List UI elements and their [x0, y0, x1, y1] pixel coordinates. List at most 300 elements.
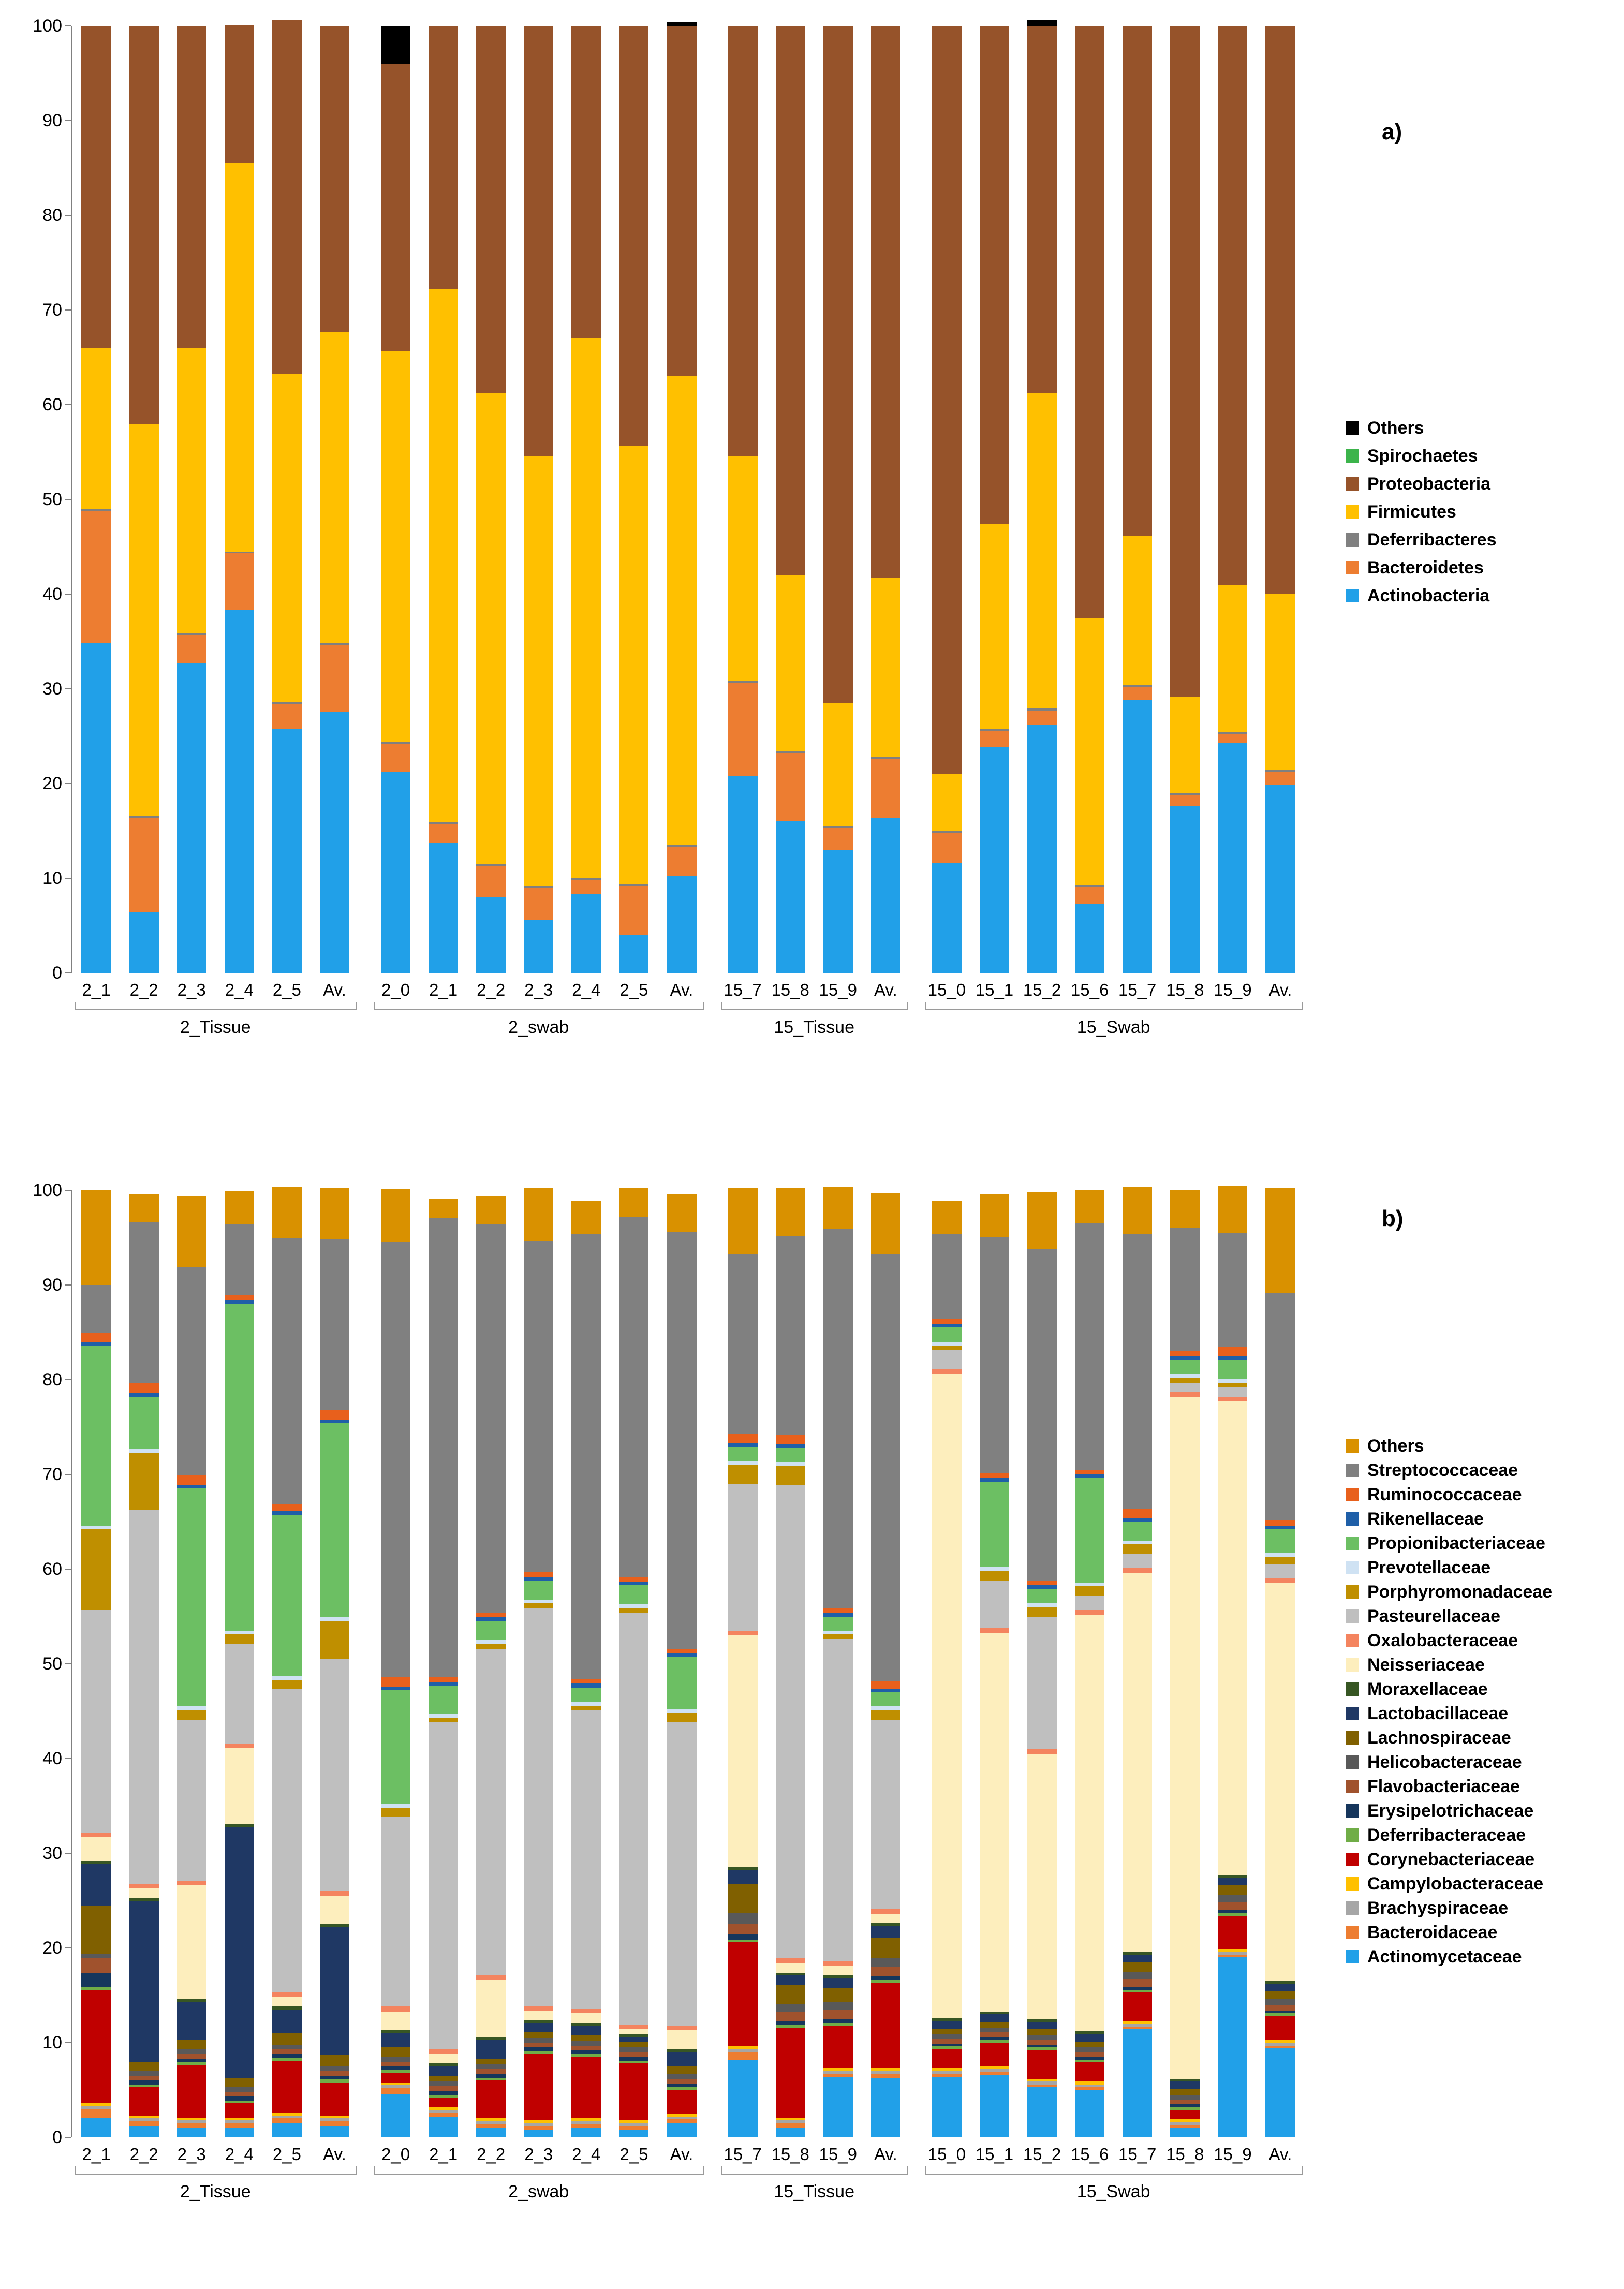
bar-segment: [871, 1681, 900, 1689]
bar-segment: [381, 2088, 410, 2094]
bar-segment: [871, 818, 900, 973]
bar-segment: [571, 1683, 601, 1687]
bar-segment: [823, 2023, 853, 2026]
bar-segment: [932, 2049, 962, 2069]
bar-segment: [177, 1710, 206, 1720]
bar-segment: [81, 1906, 111, 1954]
legend-swatch-icon: [1346, 1658, 1359, 1672]
stacked-bar: [1027, 26, 1057, 973]
bar-segment: [1027, 2019, 1057, 2021]
stacked-bar: [619, 1190, 648, 2137]
bar-segment: [476, 1640, 506, 1644]
legend-swatch-icon: [1346, 533, 1359, 547]
legend-label: Deferribacteraceae: [1367, 1825, 1526, 1845]
bar-segment: [320, 1423, 349, 1617]
bar-segment: [932, 1319, 962, 1324]
bar-segment: [776, 1958, 805, 1963]
group-label: 15_Swab: [1076, 1017, 1150, 1037]
y-tick-label: 50: [42, 1654, 62, 1674]
bar-segment: [81, 1346, 111, 1526]
bar-segment: [619, 2029, 648, 2034]
bar-segment: [571, 2121, 601, 2124]
bar-segment: [429, 2066, 458, 2076]
bar-segment: [728, 456, 758, 682]
bar-segment: [728, 1443, 758, 1447]
bar-segment: [81, 1973, 111, 1987]
bar-segment: [932, 831, 962, 833]
legend-item[interactable]: [1346, 1896, 1552, 1920]
bar-segment: [1123, 26, 1152, 536]
bar-segment: [871, 1967, 900, 1976]
bar-segment: [932, 1324, 962, 1327]
bar-segment: [225, 1744, 254, 1748]
bar-segment: [932, 26, 962, 774]
bar-segment: [776, 2021, 805, 2025]
bar-segment: [524, 2051, 553, 2054]
bar-segment: [1170, 1190, 1200, 1228]
legend-label: Campylobacteraceae: [1367, 1873, 1544, 1894]
bar-segment: [1075, 26, 1104, 618]
bar-segment: [1123, 1992, 1152, 2021]
y-tick-mark: [65, 878, 71, 879]
bar-segment: [1218, 1878, 1247, 1886]
bar-segment: [776, 1462, 805, 1466]
bar-segment: [1170, 2125, 1200, 2128]
bar-segment: [524, 2047, 553, 2051]
legend-swatch-icon: [1346, 589, 1359, 602]
bar-segment: [524, 1241, 553, 1572]
stacked-bar: [129, 26, 159, 973]
x-tick-label: 2_5: [272, 2145, 301, 2164]
bar-segment: [524, 886, 553, 888]
legend-item[interactable]: [1346, 498, 1496, 526]
bar-segment: [667, 376, 696, 845]
stacked-bar: [524, 26, 553, 973]
bar-segment: [429, 2098, 458, 2107]
bar-segment: [524, 888, 553, 920]
bar-segment: [129, 1393, 159, 1397]
bar-segment: [129, 816, 159, 818]
y-tick-label: 70: [42, 1465, 62, 1484]
bar-segment: [1027, 2045, 1057, 2047]
stacked-bar: [619, 26, 648, 973]
bar-segment: [81, 1990, 111, 2104]
bar-segment: [932, 2018, 962, 2020]
bar-segment: [429, 2063, 458, 2066]
bar-segment: [728, 1884, 758, 1913]
bar-segment: [932, 863, 962, 973]
bar-segment: [429, 1714, 458, 1718]
bar-segment: [177, 1999, 206, 2002]
bar-segment: [932, 774, 962, 831]
y-tick-mark: [65, 1947, 71, 1948]
bar-segment: [1170, 1360, 1200, 1374]
bar-segment: [225, 2128, 254, 2137]
bar-segment: [1123, 1573, 1152, 1952]
legend-item[interactable]: [1346, 1823, 1552, 1847]
legend-item[interactable]: [1346, 414, 1496, 442]
bar-segment: [381, 1242, 410, 1677]
bar-segment: [1218, 743, 1247, 973]
legend-item[interactable]: [1346, 1677, 1552, 1701]
bar-segment: [177, 26, 206, 348]
bar-segment: [980, 1478, 1009, 1482]
bar-segment: [823, 1608, 853, 1613]
bar-segment: [619, 2042, 648, 2047]
bar-segment: [571, 2046, 601, 2050]
x-tick-label: Av.: [1268, 980, 1292, 999]
bar-segment: [871, 26, 900, 578]
bar-segment: [381, 2094, 410, 2137]
bar-segment: [1123, 1187, 1152, 1234]
legend-item[interactable]: [1346, 1458, 1552, 1482]
bar-segment: [823, 1975, 853, 1978]
group-baseline: [374, 2174, 703, 2175]
bar-segment: [272, 729, 302, 973]
bar-segment: [320, 1239, 349, 1410]
bar-segment: [1027, 1603, 1057, 1607]
legend-item[interactable]: [1346, 1725, 1552, 1750]
bar-segment: [429, 2049, 458, 2054]
legend-item[interactable]: [1346, 442, 1496, 470]
bar-segment: [381, 2030, 410, 2033]
bar-segment: [272, 2116, 302, 2118]
bar-segment: [1265, 1188, 1295, 1292]
legend-label: Bacteroidaceae: [1367, 1922, 1498, 1942]
bar-segment: [980, 2072, 1009, 2075]
bar-segment: [1123, 1518, 1152, 1522]
stacked-bar: [1218, 1190, 1247, 2137]
bar-segment: [1027, 26, 1057, 393]
bar-segment: [1265, 1557, 1295, 1564]
bar-segment: [1075, 2034, 1104, 2042]
bar-segment: [1075, 618, 1104, 885]
group-tick: [703, 2166, 704, 2175]
bar-segment: [728, 1913, 758, 1924]
y-tick-label: 50: [42, 490, 62, 509]
legend-item[interactable]: [1346, 582, 1496, 610]
legend-label: Prevotellaceae: [1367, 1557, 1491, 1577]
legend-item[interactable]: [1346, 1579, 1552, 1604]
bar-segment: [619, 1585, 648, 1604]
legend-item[interactable]: [1346, 1555, 1552, 1579]
legend-item[interactable]: [1346, 554, 1496, 582]
x-tick-label: 15_8: [771, 2145, 809, 2164]
y-tick-mark: [65, 120, 71, 121]
bar-segment: [524, 1608, 553, 2006]
bar-segment: [272, 2010, 302, 2033]
legend-swatch-icon: [1346, 1439, 1359, 1453]
bar-segment: [429, 1722, 458, 2049]
stacked-bar: [980, 1190, 1009, 2137]
bar-segment: [476, 1649, 506, 1975]
y-tick-mark: [65, 1758, 71, 1759]
stacked-bar: [81, 1190, 111, 2137]
bar-segment: [81, 1833, 111, 1837]
y-tick-mark: [65, 1853, 71, 1854]
bar-segment: [476, 1644, 506, 1649]
bar-segment: [177, 2118, 206, 2120]
bar-segment: [524, 920, 553, 973]
bar-segment: [429, 2117, 458, 2137]
legend-item[interactable]: [1346, 1750, 1552, 1774]
x-tick-label: 2_0: [381, 980, 410, 999]
bar-segment: [1123, 1509, 1152, 1518]
y-tick-mark: [65, 25, 71, 26]
legend-item[interactable]: [1346, 1871, 1552, 1896]
bar-segment: [1075, 904, 1104, 973]
bar-segment: [619, 2047, 648, 2052]
bar-segment: [381, 1808, 410, 1817]
bar-segment: [225, 2101, 254, 2103]
bar-segment: [728, 1254, 758, 1434]
legend-label: Erysipelotrichaceae: [1367, 1800, 1534, 1821]
bar-segment: [476, 26, 506, 393]
bar-segment: [667, 1653, 696, 1657]
bar-segment: [667, 2114, 696, 2116]
bar-segment: [1170, 2089, 1200, 2095]
bar-segment: [476, 2069, 506, 2074]
bar-segment: [667, 2030, 696, 2049]
bar-segment: [619, 1608, 648, 1613]
bar-segment: [871, 1958, 900, 1967]
legend-swatch-icon: [1346, 1512, 1359, 1526]
x-tick-label: Av.: [323, 980, 346, 999]
bar-segment: [177, 1485, 206, 1488]
group-label: 2_Tissue: [180, 1017, 251, 1037]
bar-segment: [177, 1488, 206, 1706]
bar-segment: [932, 1350, 962, 1369]
x-tick-label: Av.: [1268, 2145, 1292, 2164]
legend-item[interactable]: [1346, 1701, 1552, 1725]
bar-segment: [823, 1966, 853, 1975]
bar-segment: [320, 1621, 349, 1659]
x-tick-label: 2_3: [177, 2145, 206, 2164]
bar-segment: [177, 1881, 206, 1885]
bar-segment: [1123, 700, 1152, 973]
bar-segment: [871, 1692, 900, 1706]
legend-item[interactable]: [1346, 1628, 1552, 1652]
bar-segment: [776, 2128, 805, 2137]
bar-segment: [320, 2066, 349, 2071]
legend-swatch-icon: [1346, 421, 1359, 435]
y-tick-mark: [65, 594, 71, 595]
bar-segment: [1075, 2031, 1104, 2034]
bar-segment: [272, 2006, 302, 2009]
bar-segment: [619, 2130, 648, 2137]
bar-segment: [129, 912, 159, 973]
x-tick-label: 2_4: [572, 2145, 601, 2164]
y-axis-line: [71, 26, 72, 973]
bar-segment: [1123, 1544, 1152, 1554]
bar-segment: [1265, 785, 1295, 973]
y-tick-label: 90: [42, 1275, 62, 1295]
bar-segment: [980, 1628, 1009, 1632]
bar-segment: [1170, 2110, 1200, 2119]
bar-segment: [381, 2033, 410, 2047]
bar-segment: [823, 1613, 853, 1616]
legend-label: Streptococcaceae: [1367, 1460, 1518, 1480]
bar-segment: [81, 1526, 111, 1529]
bar-segment: [476, 2059, 506, 2064]
legend-item[interactable]: [1346, 1531, 1552, 1555]
bar-segment: [476, 1980, 506, 2037]
bar-segment: [667, 1657, 696, 1709]
legend-label: Pasteurellaceae: [1367, 1606, 1501, 1626]
bar-segment: [272, 2118, 302, 2123]
group-baseline: [721, 1009, 907, 1010]
y-tick-mark: [65, 309, 71, 311]
bar-segment: [871, 1710, 900, 1720]
legend-label: Others: [1367, 1436, 1424, 1456]
bar-segment: [272, 2045, 302, 2049]
bar-segment: [571, 894, 601, 973]
bar-segment: [476, 864, 506, 866]
bar-segment: [272, 2058, 302, 2060]
y-tick-mark: [65, 783, 71, 784]
panel-b-label: b): [1382, 1206, 1404, 1231]
bar-segment: [776, 1188, 805, 1236]
bar-segment: [871, 1689, 900, 1692]
stacked-bar: [1170, 26, 1200, 973]
bar-segment: [1218, 1233, 1247, 1347]
legend-item[interactable]: [1346, 1847, 1552, 1871]
x-tick-label: 15_9: [1214, 2145, 1252, 2164]
bar-segment: [1123, 1952, 1152, 1954]
group-label: 2_Tissue: [180, 2182, 251, 2202]
legend-item[interactable]: [1346, 1652, 1552, 1677]
bar-segment: [823, 1631, 853, 1634]
bar-segment: [524, 1600, 553, 1603]
bar-segment: [728, 776, 758, 973]
bar-segment: [619, 1604, 648, 1608]
bar-segment: [571, 1201, 601, 1234]
bar-segment: [429, 1682, 458, 1686]
bar-segment: [429, 843, 458, 973]
legend-item[interactable]: [1346, 1798, 1552, 1823]
bar-segment: [177, 633, 206, 635]
legend-item[interactable]: [1346, 1774, 1552, 1798]
bar-segment: [619, 1217, 648, 1576]
stacked-bar: [320, 1190, 349, 2137]
bar-segment: [1123, 687, 1152, 700]
bar-segment: [1265, 2040, 1295, 2043]
legend-label: Rikenellaceae: [1367, 1509, 1484, 1529]
legend-item[interactable]: [1346, 1434, 1552, 1458]
bar-segment: [932, 2021, 962, 2029]
x-tick-label: 15_2: [1023, 980, 1061, 999]
bar-segment: [429, 2076, 458, 2081]
bar-segment: [667, 2049, 696, 2052]
y-tick-label: 60: [42, 395, 62, 415]
bar-segment: [524, 2130, 553, 2137]
bar-segment: [1123, 1990, 1152, 1992]
bar-segment: [177, 1267, 206, 1475]
bar-segment: [1170, 793, 1200, 795]
bar-segment: [667, 1722, 696, 2026]
bar-segment: [320, 2118, 349, 2121]
bar-segment: [619, 446, 648, 884]
bar-segment: [524, 1603, 553, 1608]
bar-segment: [272, 1187, 302, 1239]
group-tick: [356, 1002, 357, 1010]
legend-item[interactable]: [1346, 1482, 1552, 1507]
bar-segment: [619, 2057, 648, 2060]
bar-segment: [667, 1194, 696, 1232]
bar-segment: [571, 1706, 601, 1710]
bar-segment: [1123, 1972, 1152, 1980]
bar-segment: [476, 2037, 506, 2040]
x-tick-label: Av.: [323, 2145, 346, 2164]
bar-segment: [932, 1201, 962, 1234]
bar-segment: [571, 1679, 601, 1683]
bar-segment: [728, 1940, 758, 1942]
bar-segment: [871, 759, 900, 817]
bar-segment: [1218, 1910, 1247, 1913]
bar-segment: [728, 2049, 758, 2052]
bar-segment: [476, 2118, 506, 2121]
x-tick-label: 2_2: [129, 2145, 158, 2164]
bar-segment: [81, 1987, 111, 1989]
bar-segment: [728, 1434, 758, 1443]
bar-segment: [1265, 1578, 1295, 1583]
bar-segment: [225, 25, 254, 163]
bar-segment: [932, 2029, 962, 2034]
bar-segment: [980, 1581, 1009, 1628]
bar-segment: [728, 1924, 758, 1933]
stacked-bar: [776, 1190, 805, 2137]
bar-segment: [871, 1914, 900, 1923]
bar-segment: [1075, 2062, 1104, 2081]
bar-segment: [1123, 2021, 1152, 2024]
group-baseline: [925, 2174, 1302, 2175]
bar-segment: [728, 2052, 758, 2060]
bar-segment: [1075, 2081, 1104, 2084]
bar-segment: [129, 2085, 159, 2087]
legend-item[interactable]: [1346, 1920, 1552, 1944]
stacked-bar: [429, 1190, 458, 2137]
bar-segment: [571, 2026, 601, 2035]
legend-item[interactable]: [1346, 526, 1496, 554]
bar-segment: [871, 1983, 900, 2069]
x-tick-label: 15_9: [819, 2145, 857, 2164]
bar-segment: [1265, 594, 1295, 770]
bar-segment: [932, 2077, 962, 2137]
stacked-bar: [571, 1190, 601, 2137]
bar-segment: [776, 2118, 805, 2120]
bar-segment: [1170, 1383, 1200, 1392]
bar-segment: [1075, 1610, 1104, 1615]
bar-segment: [1123, 2024, 1152, 2026]
legend-item[interactable]: [1346, 1604, 1552, 1628]
bar-segment: [381, 2073, 410, 2083]
bar-segment: [177, 2049, 206, 2054]
bar-segment: [871, 2071, 900, 2074]
bar-segment: [1170, 1356, 1200, 1360]
bar-segment: [272, 2049, 302, 2054]
bar-segment: [1170, 2128, 1200, 2137]
y-tick-label: 40: [42, 584, 62, 604]
stacked-bar: [932, 1190, 962, 2137]
legend-item[interactable]: [1346, 1507, 1552, 1531]
bar-segment: [871, 2074, 900, 2077]
legend-item[interactable]: [1346, 470, 1496, 498]
legend-item[interactable]: [1346, 1944, 1552, 1969]
bar-segment: [476, 866, 506, 897]
bar-segment: [1123, 2027, 1152, 2029]
bar-segment: [81, 1285, 111, 1333]
bar-segment: [1075, 1474, 1104, 1478]
